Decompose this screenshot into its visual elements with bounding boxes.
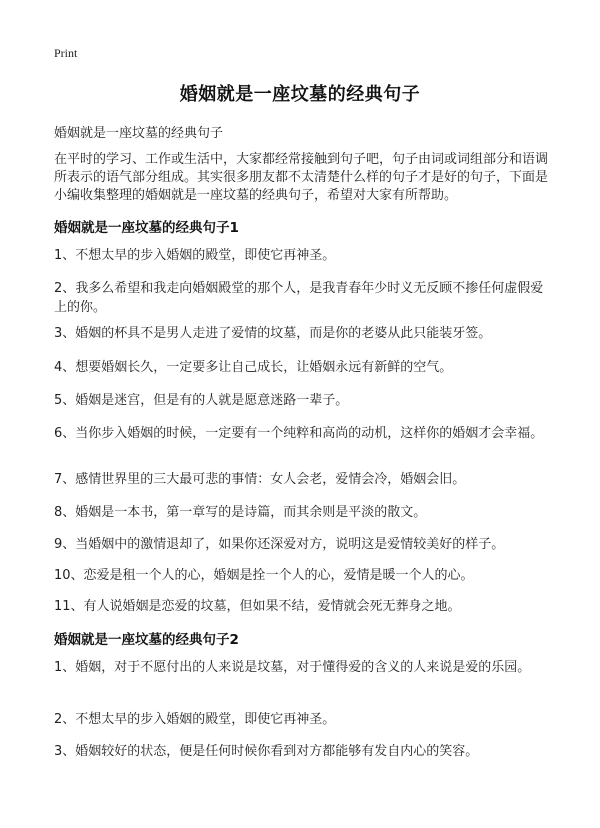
list-item: 3、婚姻较好的状态，便是任何时候你看到对方都能够有发自内心的笑容。 bbox=[54, 744, 479, 759]
list-item: 8、婚姻是一本书，第一章写的是诗篇，而其余则是平淡的散文。 bbox=[54, 505, 427, 520]
list-item: 3、婚姻的杯具不是男人走进了爱情的坟墓，而是你的老婆从此只能装牙签。 bbox=[54, 326, 492, 341]
list-item: 9、当婚姻中的激情退却了，如果你还深爱对方，说明这是爱情较美好的样子。 bbox=[54, 537, 505, 552]
list-item: 5、婚姻是迷宫，但是有的人就是愿意迷路一辈子。 bbox=[54, 393, 349, 408]
list-item: 7、感情世界里的三大最可悲的事情：女人会老，爱情会冷，婚姻会旧。 bbox=[54, 472, 466, 487]
list-item: 10、恋爱是租一个人的心，婚姻是拴一个人的心，爱情是暖一个人的心。 bbox=[54, 568, 474, 583]
print-link[interactable]: Print bbox=[54, 46, 78, 60]
list-item: 4、想要婚姻长久，一定要多让自己成长，让婚姻永远有新鲜的空气。 bbox=[54, 360, 453, 375]
page-title: 婚姻就是一座坟墓的经典句子 bbox=[179, 84, 421, 105]
list-item: 1、婚姻，对于不愿付出的人来说是坟墓，对于懂得爱的含义的人来说是爱的乐园。 bbox=[54, 660, 531, 675]
intro-paragraph: 在平时的学习、工作或生活中，大家都经常接触到句子吧，句子由词或词组部分和语调所表示的语气部分组成。其实很多朋友都不太清楚什么样的句子才是好的句子，下面是小编收集整理的婚姻就是一座坟墓的经典句子，希望对大家有所帮助。 bbox=[54, 152, 549, 203]
subtitle: 婚姻就是一座坟墓的经典句子 bbox=[54, 126, 224, 141]
section-heading-1: 婚姻就是一座坟墓的经典句子1 bbox=[54, 220, 239, 236]
list-item: 6、当你步入婚姻的时候，一定要有一个纯粹和高尚的动机，这样你的婚姻才会幸福。 bbox=[54, 426, 544, 441]
section-heading-2: 婚姻就是一座坟墓的经典句子2 bbox=[54, 632, 239, 648]
list-item: 11、有人说婚姻是恋爱的坟墓，但如果不结，爱情就会死无葬身之地。 bbox=[54, 599, 461, 614]
list-item: 2、我多么希望和我走向婚姻殿堂的那个人，是我青春年少时义无反顾不掺任何虚假爱上的你。 bbox=[54, 281, 544, 315]
list-item: 2、不想太早的步入婚姻的殿堂，即使它再神圣。 bbox=[54, 712, 336, 727]
list-item: 1、不想太早的步入婚姻的殿堂，即使它再神圣。 bbox=[54, 248, 336, 263]
